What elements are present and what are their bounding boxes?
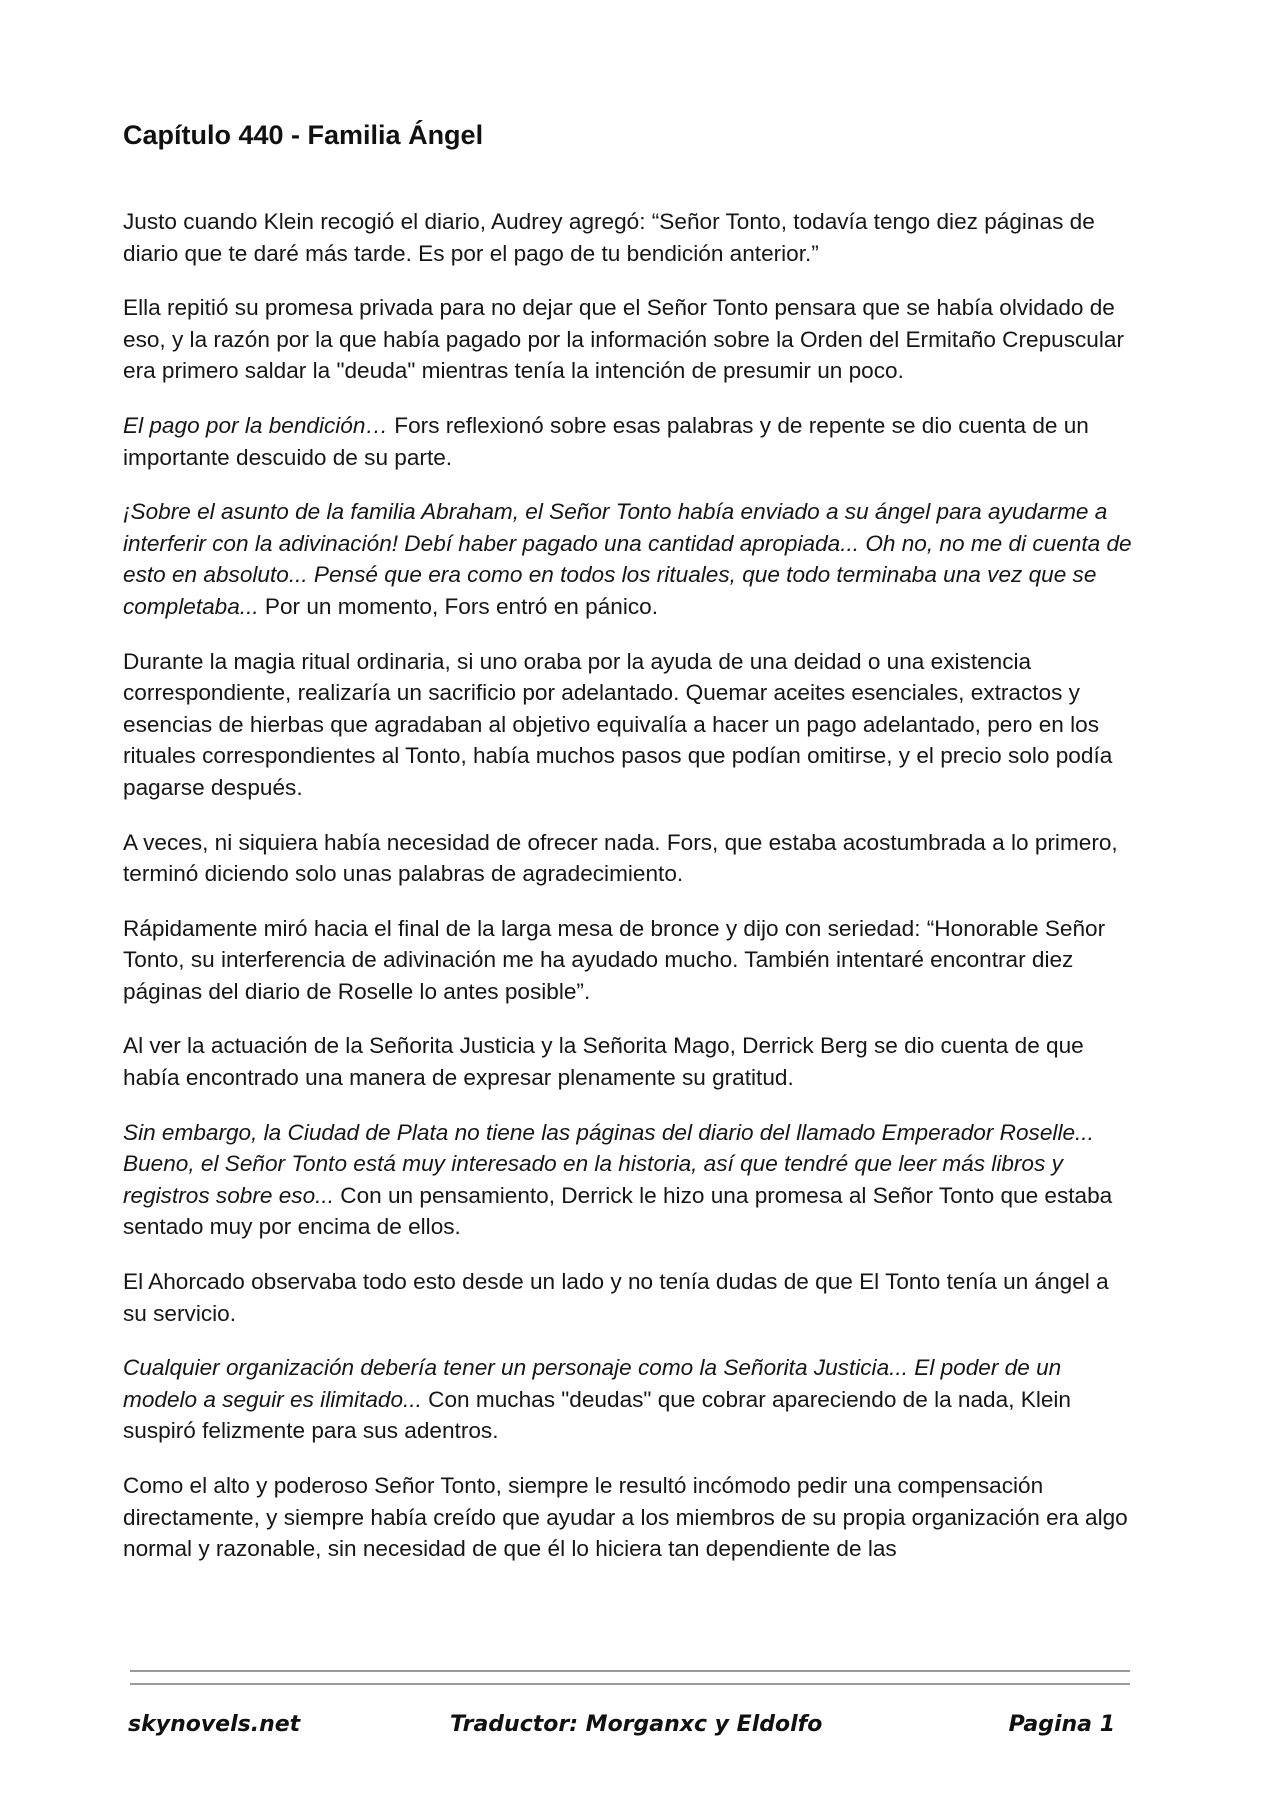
paragraph: Cualquier organización debería tener un personaje como la Señorita Justicia... El poder de un modelo a seguir es ilimitado... Con muchas "deudas" que cobrar apareciendo de la nada, Klein suspiró felizmente para sus adentros. (123, 1355, 1071, 1444)
paragraph: Rápidamente miró hacia el final de la larga mesa de bronce y dijo con seriedad: “Honorable Señor Tonto, su interferencia de adivinación me ha ayudado mucho. También intentaré encontrar diez páginas del diario de Roselle lo antes posible”. (123, 915, 1106, 1004)
footer-divider (130, 1683, 1130, 1685)
chapter-title: Capítulo 440 - Familia Ángel (123, 120, 484, 150)
paragraph: Al ver la actuación de la Señorita Justicia y la Señorita Mago, Derrick Berg se dio cuenta de que había encontrado una manera de expresar plenamente su gratitud. (123, 1033, 1084, 1091)
paragraph: Sin embargo, la Ciudad de Plata no tiene las páginas del diario del llamado Emperador Roselle... Bueno, el Señor Tonto está muy interesado en la historia, así que tendré que leer más libros y registros sobre eso... Con un pensamiento, Derrick le hizo una promesa al Señor Tonto que estaba sentado muy por encima de ellos. (123, 1119, 1113, 1240)
paragraph: Como el alto y poderoso Señor Tonto, siempre le resultó incómodo pedir una compensación directamente, y siempre había creído que ayudar a los miembros de su propia organización era algo normal y razonable, sin necesidad de que él lo hiciera tan dependiente de las (123, 1473, 1128, 1562)
paragraph: El pago por la bendición… Fors reflexionó sobre esas palabras y de repente se dio cuenta de un importante descuido de su parte. (123, 412, 1089, 470)
footer-divider (130, 1670, 1130, 1672)
italic-thought: Sin embargo, la Ciudad de Plata no tiene las páginas del diario del llamado Emperador Roselle... Bueno, el Señor Tonto está muy interesado en la historia, así que tendré que leer más libros y registros sobre eso... (123, 1119, 1094, 1208)
footer-translator: Traductor: Morganxc y Eldolfo (450, 1712, 823, 1737)
italic-thought: El pago por la bendición… (123, 412, 389, 438)
paragraph: Durante la magia ritual ordinaria, si uno oraba por la ayuda de una deidad o una existencia correspondiente, realizaría un sacrificio por adelantado. Quemar aceites esenciales, extractos y esencias de hierbas que agradaban al objetivo equivalía a hacer un pago adelantado, pero en los rituales correspondientes al Tonto, había muchos pasos que podían omitirse, y el precio solo podía pagarse después. (123, 648, 1113, 800)
chapter-body (123, 206, 1138, 1588)
footer-page-number: Pagina 1 (1008, 1712, 1115, 1737)
paragraph: Justo cuando Klein recogió el diario, Audrey agregó: “Señor Tonto, todavía tengo diez páginas de diario que te daré más tarde. Es por el pago de tu bendición anterior.” (123, 209, 1095, 266)
paragraph: A veces, ni siquiera había necesidad de ofrecer nada. Fors, que estaba acostumbrada a lo primero, terminó diciendo solo unas palabras de agradecimiento. (123, 829, 1118, 887)
paragraph: El Ahorcado observaba todo esto desde un lado y no tenía dudas de que El Tonto tenía un ángel a su servicio. (123, 1269, 1109, 1326)
paragraph: ¡Sobre el asunto de la familia Abraham, el Señor Tonto había enviado a su ángel para ayudarme a interferir con la adivinación! Debí haber pagado una cantidad apropiada... Oh no, no me di cuenta de esto en absoluto... Pensé que era como en todos los rituales, que todo terminaba una vez que se completaba... Por un momento, Fors entró en pánico. (123, 499, 1132, 619)
italic-thought: Cualquier organización debería tener un personaje como la Señorita Justicia... El poder de un modelo a seguir es ilimitado... (123, 1355, 1062, 1412)
italic-thought: ¡Sobre el asunto de la familia Abraham, el Señor Tonto había enviado a su ángel para ayudarme a interferir con la adivinación! Debí haber pagado una cantidad apropiada... Oh no, no me di cuenta de esto en absoluto... Pensé que era como en todos los rituales, que todo terminaba una vez que se completaba... (123, 499, 1132, 619)
footer-site: skynovels.net (128, 1712, 301, 1737)
paragraph: Ella repitió su promesa privada para no dejar que el Señor Tonto pensara que se había olvidado de eso, y la razón por la que había pagado por la información sobre la Orden del Ermitaño Crepuscular era primero saldar la "deuda" mientras tenía la intención de presumir un poco. (123, 295, 1124, 384)
